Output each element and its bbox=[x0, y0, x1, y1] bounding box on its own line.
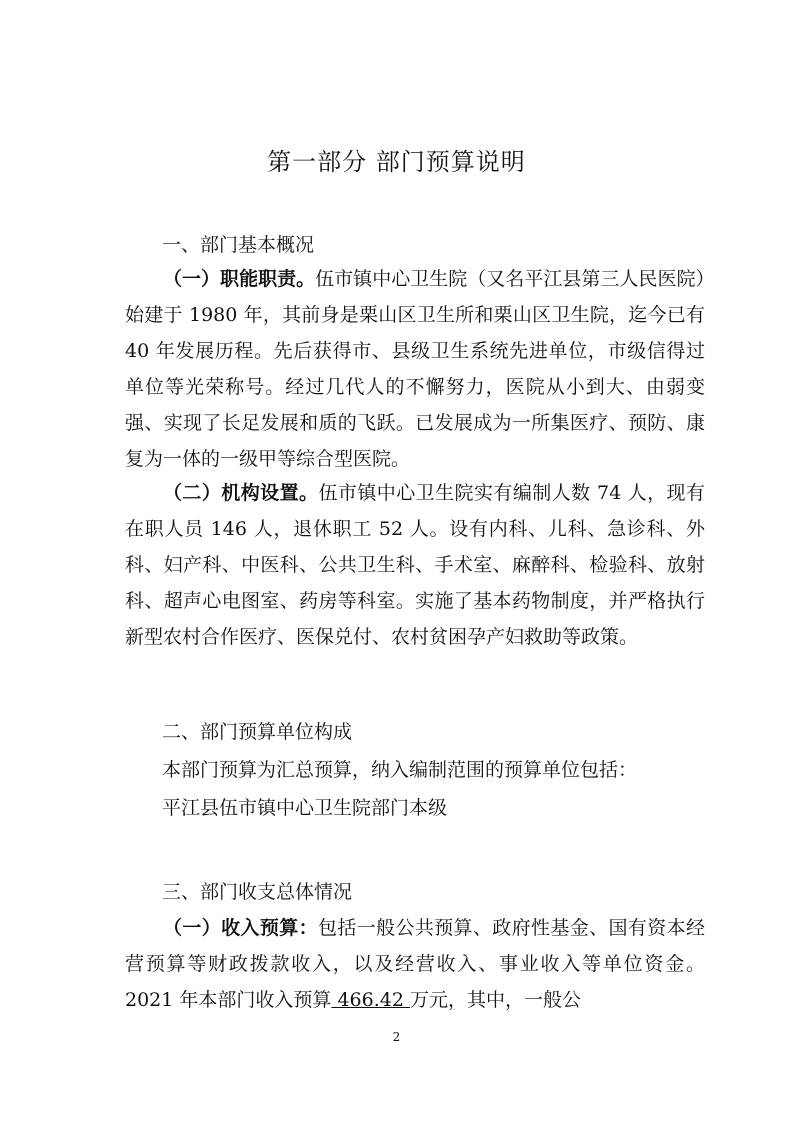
paragraph-lead: （一）收入预算： bbox=[163, 917, 318, 939]
section-2-heading: 二、部门预算单位构成 bbox=[162, 721, 353, 743]
paragraph-lead: （二）机构设置。 bbox=[163, 482, 319, 504]
section-2-line-2: 平江县伍市镇中心卫生院部门本级 bbox=[162, 797, 448, 819]
paragraph-text: 伍市镇中心卫生院实有编制人数 74 人，现有在职人员 146 人，退休职工 52 人。设有内科、儿科、急诊科、外科、妇产科、中医科、公共卫生科、手术室、麻醉科、检验科、放射科、超声心电图室、药房等科室。实施了基本药物制度，并严格执行新型农村合作医疗、医保兑付、农村贫困孕产妇救助等政策。 bbox=[125, 482, 705, 648]
section-1-paragraph-2 bbox=[125, 475, 705, 655]
income-amount: 466.42 bbox=[331, 989, 410, 1011]
paragraph-text: 伍市镇中心卫生院（又名平江县第三人民医院）始建于 1980 年，其前身是栗山区卫生所和栗山区卫生院，迄今已有 40 年发展历程。先后获得市、县级卫生系统先进单位，市级信得过单位等光荣称号。经过几代人的不懈努力，医院从小到大、由弱变强、实现了长足发展和质的飞跃。已发展成为一所集医疗、预防、康复为一体的一级甲等综合型医院。 bbox=[125, 268, 705, 470]
section-1-heading: 一、部门基本概况 bbox=[162, 234, 315, 256]
paragraph-text: 包括一般公共预算、政府性基金、国有资本经营预算等财政拨款收入，以及经营收入、事业收入等单位资金。2021 年本部门收入预算 bbox=[125, 917, 705, 1011]
page-number: 2 bbox=[392, 1030, 401, 1044]
section-3-paragraph-1 bbox=[125, 910, 705, 1018]
page-title: 第一部分 部门预算说明 bbox=[267, 148, 526, 176]
section-3-heading: 三、部门收支总体情况 bbox=[162, 881, 353, 903]
paragraph-text-continued: 万元，其中，一般公 bbox=[409, 989, 581, 1011]
section-1-paragraph-1 bbox=[125, 261, 705, 477]
section-2-line-1: 本部门预算为汇总预算，纳入编制范围的预算单位包括： bbox=[162, 759, 638, 781]
paragraph-lead: （一）职能职责。 bbox=[163, 268, 316, 290]
